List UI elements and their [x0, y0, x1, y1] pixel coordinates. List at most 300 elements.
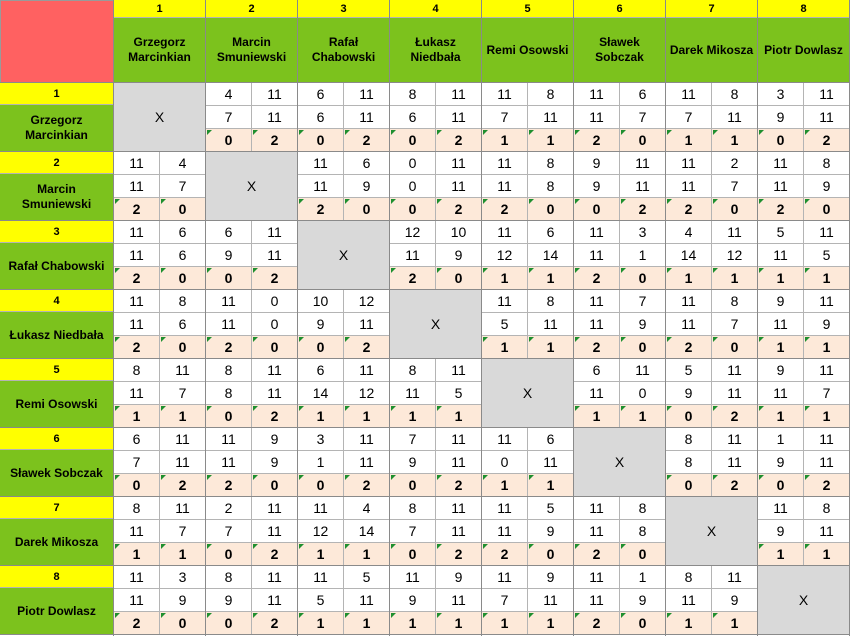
set1-score-cell[interactable]: 11 [574, 290, 620, 313]
set1-score-cell[interactable]: 11 [436, 497, 482, 520]
set2-score-cell[interactable]: 11 [252, 244, 298, 267]
set1-score-cell[interactable]: 11 [804, 83, 850, 106]
set2-score-cell[interactable]: 9 [252, 451, 298, 474]
set1-score-cell[interactable]: 8 [390, 359, 436, 382]
set2-score-cell[interactable]: 5 [298, 589, 344, 612]
match-result-cell[interactable]: 0 [804, 198, 850, 221]
set1-score-cell[interactable]: 6 [528, 221, 574, 244]
match-result-cell[interactable]: 1 [666, 267, 712, 290]
set2-score-cell[interactable]: 11 [574, 589, 620, 612]
match-result-cell[interactable]: 1 [528, 474, 574, 497]
match-result-cell[interactable]: 1 [666, 129, 712, 152]
match-result-cell[interactable]: 1 [758, 543, 804, 566]
set1-score-cell[interactable]: 11 [482, 290, 528, 313]
set1-score-cell[interactable]: 4 [206, 83, 252, 106]
match-result-cell[interactable]: 1 [114, 543, 160, 566]
match-result-cell[interactable]: 1 [436, 405, 482, 428]
set2-score-cell[interactable]: 11 [344, 313, 390, 336]
match-result-cell[interactable]: 1 [482, 129, 528, 152]
set1-score-cell[interactable]: 7 [620, 290, 666, 313]
set1-score-cell[interactable]: 6 [574, 359, 620, 382]
set2-score-cell[interactable]: 9 [436, 244, 482, 267]
diagonal-x-cell[interactable]: X [298, 221, 390, 290]
set2-score-cell[interactable]: 9 [206, 589, 252, 612]
match-result-cell[interactable]: 0 [528, 543, 574, 566]
set1-score-cell[interactable]: 8 [528, 290, 574, 313]
set1-score-cell[interactable]: 11 [712, 221, 758, 244]
set1-score-cell[interactable]: 3 [620, 221, 666, 244]
match-result-cell[interactable]: 2 [114, 336, 160, 359]
match-result-cell[interactable]: 1 [804, 405, 850, 428]
match-result-cell[interactable]: 2 [252, 267, 298, 290]
set2-score-cell[interactable]: 11 [758, 175, 804, 198]
set2-score-cell[interactable]: 11 [712, 106, 758, 129]
set1-score-cell[interactable]: 11 [666, 83, 712, 106]
match-result-cell[interactable]: 2 [252, 129, 298, 152]
set1-score-cell[interactable]: 9 [436, 566, 482, 589]
set1-score-cell[interactable]: 11 [114, 290, 160, 313]
set2-score-cell[interactable]: 11 [344, 589, 390, 612]
set1-score-cell[interactable]: 6 [298, 83, 344, 106]
corner-cell[interactable] [0, 0, 114, 83]
match-result-cell[interactable]: 2 [114, 198, 160, 221]
set1-score-cell[interactable]: 8 [712, 290, 758, 313]
column-player-name[interactable]: Grzegorz Marcinkian [114, 18, 206, 83]
set1-score-cell[interactable]: 11 [712, 566, 758, 589]
set2-score-cell[interactable]: 11 [436, 520, 482, 543]
set2-score-cell[interactable]: 11 [252, 382, 298, 405]
set2-score-cell[interactable]: 7 [160, 520, 206, 543]
set2-score-cell[interactable]: 7 [390, 520, 436, 543]
match-result-cell[interactable]: 2 [804, 474, 850, 497]
set2-score-cell[interactable]: 11 [436, 175, 482, 198]
column-player-name[interactable]: Remi Osowski [482, 18, 574, 83]
row-player-name[interactable]: Sławek Sobczak [0, 450, 114, 497]
row-player-name[interactable]: Łukasz Niedbała [0, 312, 114, 359]
set1-score-cell[interactable]: 11 [574, 566, 620, 589]
set2-score-cell[interactable]: 9 [344, 175, 390, 198]
set2-score-cell[interactable]: 11 [528, 106, 574, 129]
set1-score-cell[interactable]: 11 [298, 566, 344, 589]
set2-score-cell[interactable]: 11 [758, 244, 804, 267]
diagonal-x-cell[interactable]: X [114, 83, 206, 152]
set2-score-cell[interactable]: 8 [206, 382, 252, 405]
set2-score-cell[interactable]: 11 [114, 520, 160, 543]
match-result-cell[interactable]: 2 [666, 198, 712, 221]
set1-score-cell[interactable]: 11 [436, 83, 482, 106]
match-result-cell[interactable]: 1 [528, 336, 574, 359]
set2-score-cell[interactable]: 6 [160, 244, 206, 267]
match-result-cell[interactable]: 2 [390, 267, 436, 290]
set1-score-cell[interactable]: 11 [804, 221, 850, 244]
match-result-cell[interactable]: 2 [114, 267, 160, 290]
row-player-name[interactable]: Grzegorz Marcinkian [0, 105, 114, 152]
set2-score-cell[interactable]: 11 [252, 106, 298, 129]
set2-score-cell[interactable]: 11 [574, 244, 620, 267]
set2-score-cell[interactable]: 11 [758, 382, 804, 405]
column-number[interactable]: 1 [114, 0, 206, 18]
match-result-cell[interactable]: 0 [390, 129, 436, 152]
set1-score-cell[interactable]: 11 [436, 359, 482, 382]
set1-score-cell[interactable]: 11 [344, 359, 390, 382]
set2-score-cell[interactable]: 9 [620, 589, 666, 612]
set1-score-cell[interactable]: 11 [804, 290, 850, 313]
set2-score-cell[interactable]: 11 [206, 313, 252, 336]
set1-score-cell[interactable]: 11 [574, 497, 620, 520]
set2-score-cell[interactable]: 11 [344, 451, 390, 474]
set1-score-cell[interactable]: 4 [160, 152, 206, 175]
set1-score-cell[interactable]: 11 [620, 359, 666, 382]
set1-score-cell[interactable]: 8 [712, 83, 758, 106]
match-result-cell[interactable]: 2 [252, 543, 298, 566]
match-result-cell[interactable]: 1 [160, 543, 206, 566]
column-number[interactable]: 2 [206, 0, 298, 18]
match-result-cell[interactable]: 2 [712, 474, 758, 497]
set2-score-cell[interactable]: 9 [160, 589, 206, 612]
set2-score-cell[interactable]: 14 [528, 244, 574, 267]
set2-score-cell[interactable]: 14 [298, 382, 344, 405]
set1-score-cell[interactable]: 8 [206, 566, 252, 589]
match-result-cell[interactable]: 1 [482, 267, 528, 290]
set2-score-cell[interactable]: 11 [436, 451, 482, 474]
set1-score-cell[interactable]: 11 [344, 428, 390, 451]
match-result-cell[interactable]: 0 [712, 198, 758, 221]
set1-score-cell[interactable]: 11 [620, 152, 666, 175]
set1-score-cell[interactable]: 11 [252, 221, 298, 244]
set2-score-cell[interactable]: 0 [252, 313, 298, 336]
set2-score-cell[interactable]: 5 [436, 382, 482, 405]
set2-score-cell[interactable]: 6 [298, 106, 344, 129]
row-player-name[interactable]: Darek Mikosza [0, 519, 114, 566]
set2-score-cell[interactable]: 11 [574, 382, 620, 405]
match-result-cell[interactable]: 0 [390, 543, 436, 566]
match-result-cell[interactable]: 2 [160, 474, 206, 497]
match-result-cell[interactable]: 0 [298, 129, 344, 152]
set1-score-cell[interactable]: 6 [620, 83, 666, 106]
match-result-cell[interactable]: 1 [482, 612, 528, 635]
set1-score-cell[interactable]: 7 [390, 428, 436, 451]
match-result-cell[interactable]: 2 [252, 612, 298, 635]
match-result-cell[interactable]: 0 [252, 474, 298, 497]
match-result-cell[interactable]: 2 [206, 474, 252, 497]
row-number[interactable]: 2 [0, 152, 114, 174]
match-result-cell[interactable]: 0 [206, 267, 252, 290]
match-result-cell[interactable]: 2 [620, 198, 666, 221]
set2-score-cell[interactable]: 11 [482, 175, 528, 198]
set2-score-cell[interactable]: 11 [712, 451, 758, 474]
set1-score-cell[interactable]: 1 [620, 566, 666, 589]
set1-score-cell[interactable]: 9 [252, 428, 298, 451]
match-result-cell[interactable]: 1 [712, 267, 758, 290]
match-result-cell[interactable]: 1 [390, 612, 436, 635]
set2-score-cell[interactable]: 1 [298, 451, 344, 474]
set2-score-cell[interactable]: 8 [528, 175, 574, 198]
set2-score-cell[interactable]: 9 [804, 175, 850, 198]
row-number[interactable]: 5 [0, 359, 114, 381]
match-result-cell[interactable]: 1 [712, 612, 758, 635]
set1-score-cell[interactable]: 11 [206, 290, 252, 313]
match-result-cell[interactable]: 1 [298, 543, 344, 566]
set1-score-cell[interactable]: 8 [528, 152, 574, 175]
column-player-name[interactable]: Rafał Chabowski [298, 18, 390, 83]
set2-score-cell[interactable]: 11 [528, 313, 574, 336]
set2-score-cell[interactable]: 12 [344, 382, 390, 405]
match-result-cell[interactable]: 2 [114, 612, 160, 635]
set1-score-cell[interactable]: 3 [298, 428, 344, 451]
set1-score-cell[interactable]: 8 [206, 359, 252, 382]
match-result-cell[interactable]: 2 [436, 474, 482, 497]
match-result-cell[interactable]: 0 [620, 129, 666, 152]
match-result-cell[interactable]: 0 [390, 474, 436, 497]
set1-score-cell[interactable]: 1 [758, 428, 804, 451]
set2-score-cell[interactable]: 9 [758, 106, 804, 129]
match-result-cell[interactable]: 1 [482, 336, 528, 359]
set2-score-cell[interactable]: 11 [804, 520, 850, 543]
set1-score-cell[interactable]: 11 [160, 428, 206, 451]
column-player-name[interactable]: Darek Mikosza [666, 18, 758, 83]
match-result-cell[interactable]: 0 [666, 405, 712, 428]
match-result-cell[interactable]: 0 [620, 543, 666, 566]
set2-score-cell[interactable]: 0 [390, 175, 436, 198]
set1-score-cell[interactable]: 11 [436, 152, 482, 175]
match-result-cell[interactable]: 2 [574, 336, 620, 359]
set1-score-cell[interactable]: 8 [160, 290, 206, 313]
row-player-name[interactable]: Remi Osowski [0, 381, 114, 428]
set2-score-cell[interactable]: 9 [620, 313, 666, 336]
match-result-cell[interactable]: 2 [712, 405, 758, 428]
set1-score-cell[interactable]: 8 [804, 497, 850, 520]
set1-score-cell[interactable]: 12 [390, 221, 436, 244]
set2-score-cell[interactable]: 11 [804, 106, 850, 129]
set2-score-cell[interactable]: 11 [390, 382, 436, 405]
match-result-cell[interactable]: 2 [482, 543, 528, 566]
set2-score-cell[interactable]: 11 [344, 106, 390, 129]
column-player-name[interactable]: Łukasz Niedbała [390, 18, 482, 83]
set2-score-cell[interactable]: 7 [114, 451, 160, 474]
match-result-cell[interactable]: 2 [666, 336, 712, 359]
set1-score-cell[interactable]: 9 [758, 290, 804, 313]
match-result-cell[interactable]: 2 [436, 129, 482, 152]
set2-score-cell[interactable]: 11 [436, 106, 482, 129]
set2-score-cell[interactable]: 7 [620, 106, 666, 129]
match-result-cell[interactable]: 0 [574, 198, 620, 221]
match-result-cell[interactable]: 0 [298, 336, 344, 359]
set1-score-cell[interactable]: 11 [252, 359, 298, 382]
set2-score-cell[interactable]: 11 [712, 382, 758, 405]
match-result-cell[interactable]: 0 [390, 198, 436, 221]
column-number[interactable]: 7 [666, 0, 758, 18]
match-result-cell[interactable]: 1 [758, 267, 804, 290]
set2-score-cell[interactable]: 7 [804, 382, 850, 405]
set1-score-cell[interactable]: 12 [344, 290, 390, 313]
column-player-name[interactable]: Marcin Smuniewski [206, 18, 298, 83]
set1-score-cell[interactable]: 5 [666, 359, 712, 382]
match-result-cell[interactable]: 0 [114, 474, 160, 497]
row-player-name[interactable]: Piotr Dowlasz [0, 588, 114, 635]
set1-score-cell[interactable]: 8 [666, 566, 712, 589]
set1-score-cell[interactable]: 11 [206, 428, 252, 451]
set1-score-cell[interactable]: 4 [666, 221, 712, 244]
match-result-cell[interactable]: 0 [206, 543, 252, 566]
set2-score-cell[interactable]: 9 [298, 313, 344, 336]
set1-score-cell[interactable]: 11 [252, 83, 298, 106]
set2-score-cell[interactable]: 11 [482, 520, 528, 543]
set1-score-cell[interactable]: 11 [482, 152, 528, 175]
set1-score-cell[interactable]: 6 [114, 428, 160, 451]
row-number[interactable]: 1 [0, 83, 114, 105]
set2-score-cell[interactable]: 9 [758, 451, 804, 474]
set2-score-cell[interactable]: 11 [620, 175, 666, 198]
row-number[interactable]: 8 [0, 566, 114, 588]
row-number[interactable]: 4 [0, 290, 114, 312]
match-result-cell[interactable]: 1 [344, 612, 390, 635]
set2-score-cell[interactable]: 11 [114, 382, 160, 405]
match-result-cell[interactable]: 2 [298, 198, 344, 221]
match-result-cell[interactable]: 1 [298, 405, 344, 428]
set2-score-cell[interactable]: 9 [528, 520, 574, 543]
match-result-cell[interactable]: 2 [574, 612, 620, 635]
match-result-cell[interactable]: 0 [206, 612, 252, 635]
set1-score-cell[interactable]: 5 [528, 497, 574, 520]
match-result-cell[interactable]: 1 [528, 267, 574, 290]
set1-score-cell[interactable]: 11 [574, 83, 620, 106]
column-player-name[interactable]: Piotr Dowlasz [758, 18, 850, 83]
set1-score-cell[interactable]: 10 [298, 290, 344, 313]
set1-score-cell[interactable]: 8 [390, 83, 436, 106]
match-result-cell[interactable]: 2 [574, 543, 620, 566]
match-result-cell[interactable]: 1 [344, 405, 390, 428]
set1-score-cell[interactable]: 5 [344, 566, 390, 589]
set2-score-cell[interactable]: 9 [206, 244, 252, 267]
match-result-cell[interactable]: 0 [344, 198, 390, 221]
match-result-cell[interactable]: 2 [344, 129, 390, 152]
set1-score-cell[interactable]: 11 [666, 152, 712, 175]
set2-score-cell[interactable]: 11 [758, 313, 804, 336]
set2-score-cell[interactable]: 7 [712, 175, 758, 198]
row-player-name[interactable]: Rafał Chabowski [0, 243, 114, 290]
set1-score-cell[interactable]: 11 [160, 359, 206, 382]
match-result-cell[interactable]: 2 [804, 129, 850, 152]
match-result-cell[interactable]: 1 [160, 405, 206, 428]
set1-score-cell[interactable]: 11 [390, 566, 436, 589]
set1-score-cell[interactable]: 9 [528, 566, 574, 589]
set1-score-cell[interactable]: 11 [344, 83, 390, 106]
set2-score-cell[interactable]: 7 [206, 106, 252, 129]
set2-score-cell[interactable]: 11 [528, 451, 574, 474]
match-result-cell[interactable]: 0 [160, 267, 206, 290]
match-result-cell[interactable]: 2 [252, 405, 298, 428]
set1-score-cell[interactable]: 11 [436, 428, 482, 451]
match-result-cell[interactable]: 0 [528, 198, 574, 221]
set2-score-cell[interactable]: 11 [804, 451, 850, 474]
match-result-cell[interactable]: 1 [528, 612, 574, 635]
set2-score-cell[interactable]: 9 [712, 589, 758, 612]
match-result-cell[interactable]: 0 [712, 336, 758, 359]
set1-score-cell[interactable]: 11 [482, 428, 528, 451]
diagonal-x-cell[interactable]: X [206, 152, 298, 221]
match-result-cell[interactable]: 0 [620, 267, 666, 290]
match-result-cell[interactable]: 1 [758, 405, 804, 428]
set2-score-cell[interactable]: 6 [390, 106, 436, 129]
set1-score-cell[interactable]: 11 [114, 152, 160, 175]
match-result-cell[interactable]: 2 [344, 336, 390, 359]
match-result-cell[interactable]: 0 [298, 474, 344, 497]
row-number[interactable]: 3 [0, 221, 114, 243]
match-result-cell[interactable]: 0 [206, 405, 252, 428]
set2-score-cell[interactable]: 7 [482, 589, 528, 612]
set1-score-cell[interactable]: 11 [482, 566, 528, 589]
set2-score-cell[interactable]: 11 [574, 106, 620, 129]
match-result-cell[interactable]: 0 [620, 612, 666, 635]
set1-score-cell[interactable]: 8 [114, 359, 160, 382]
set2-score-cell[interactable]: 7 [206, 520, 252, 543]
set1-score-cell[interactable]: 8 [666, 428, 712, 451]
set2-score-cell[interactable]: 8 [620, 520, 666, 543]
set1-score-cell[interactable]: 11 [574, 221, 620, 244]
set2-score-cell[interactable]: 9 [574, 175, 620, 198]
set1-score-cell[interactable]: 11 [712, 359, 758, 382]
set1-score-cell[interactable]: 11 [298, 152, 344, 175]
set1-score-cell[interactable]: 11 [804, 428, 850, 451]
set1-score-cell[interactable]: 11 [252, 566, 298, 589]
set2-score-cell[interactable]: 7 [666, 106, 712, 129]
set1-score-cell[interactable]: 2 [712, 152, 758, 175]
set1-score-cell[interactable]: 6 [344, 152, 390, 175]
column-number[interactable]: 8 [758, 0, 850, 18]
column-number[interactable]: 5 [482, 0, 574, 18]
match-result-cell[interactable]: 0 [666, 474, 712, 497]
set2-score-cell[interactable]: 11 [206, 451, 252, 474]
column-number[interactable]: 4 [390, 0, 482, 18]
set1-score-cell[interactable]: 0 [252, 290, 298, 313]
set2-score-cell[interactable]: 7 [482, 106, 528, 129]
match-result-cell[interactable]: 1 [804, 543, 850, 566]
set2-score-cell[interactable]: 14 [344, 520, 390, 543]
set2-score-cell[interactable]: 7 [160, 382, 206, 405]
set2-score-cell[interactable]: 8 [666, 451, 712, 474]
set1-score-cell[interactable]: 8 [804, 152, 850, 175]
row-number[interactable]: 7 [0, 497, 114, 519]
diagonal-x-cell[interactable]: X [666, 497, 758, 566]
set1-score-cell[interactable]: 6 [206, 221, 252, 244]
set1-score-cell[interactable]: 8 [390, 497, 436, 520]
set2-score-cell[interactable]: 11 [298, 175, 344, 198]
set2-score-cell[interactable]: 5 [482, 313, 528, 336]
match-result-cell[interactable]: 1 [482, 474, 528, 497]
set1-score-cell[interactable]: 11 [482, 221, 528, 244]
set2-score-cell[interactable]: 11 [666, 589, 712, 612]
set2-score-cell[interactable]: 11 [160, 451, 206, 474]
column-number[interactable]: 3 [298, 0, 390, 18]
set2-score-cell[interactable]: 12 [712, 244, 758, 267]
diagonal-x-cell[interactable]: X [390, 290, 482, 359]
match-result-cell[interactable]: 0 [160, 336, 206, 359]
set2-score-cell[interactable]: 7 [712, 313, 758, 336]
match-result-cell[interactable]: 1 [620, 405, 666, 428]
set1-score-cell[interactable]: 11 [482, 83, 528, 106]
set2-score-cell[interactable]: 5 [804, 244, 850, 267]
set1-score-cell[interactable]: 0 [390, 152, 436, 175]
match-result-cell[interactable]: 0 [620, 336, 666, 359]
match-result-cell[interactable]: 1 [574, 405, 620, 428]
set1-score-cell[interactable]: 10 [436, 221, 482, 244]
set1-score-cell[interactable]: 9 [574, 152, 620, 175]
set2-score-cell[interactable]: 11 [574, 520, 620, 543]
match-result-cell[interactable]: 1 [390, 405, 436, 428]
match-result-cell[interactable]: 0 [758, 129, 804, 152]
set2-score-cell[interactable]: 7 [160, 175, 206, 198]
match-result-cell[interactable]: 1 [528, 129, 574, 152]
